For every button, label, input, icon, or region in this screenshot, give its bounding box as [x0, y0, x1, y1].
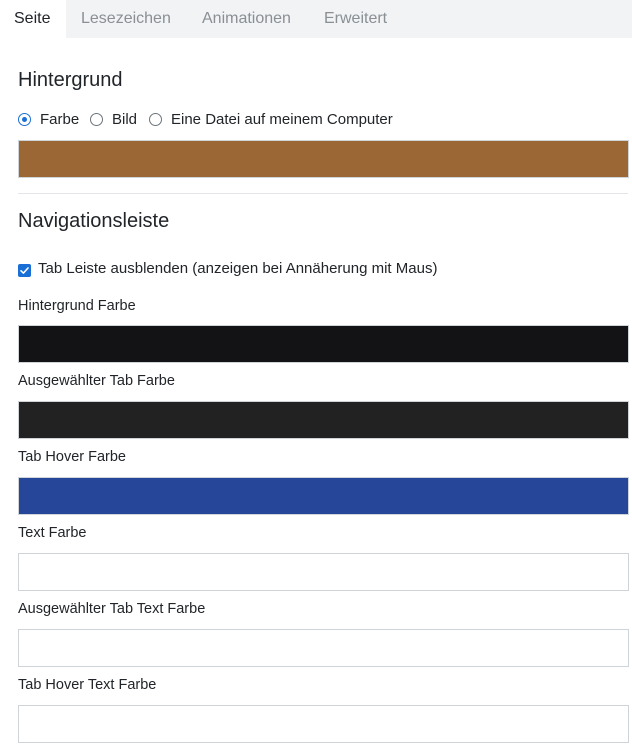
- background-heading: Hintergrund: [18, 69, 123, 91]
- text-color-label: Text Farbe: [18, 525, 87, 541]
- tab-hover-color-label: Tab Hover Farbe: [18, 449, 126, 465]
- selected-tab-text-color-label: Ausgewählter Tab Text Farbe: [18, 601, 206, 617]
- tab-seite[interactable]: Seite: [0, 0, 66, 38]
- navbar-background-color-label: Hintergrund Farbe: [18, 298, 136, 314]
- navbar-background-color-picker[interactable]: [18, 325, 629, 363]
- hide-tabbar-label: Tab Leiste ausblenden (anzeigen bei Annäherung mit Maus): [38, 260, 438, 277]
- tab-hover-text-color-label: Tab Hover Text Farbe: [18, 677, 157, 693]
- radio-color-button[interactable]: [18, 113, 31, 126]
- tab-bar: [0, 0, 632, 38]
- checkmark-icon: [19, 265, 30, 276]
- tab-hover-color-picker[interactable]: [18, 477, 629, 515]
- radio-local-file-button[interactable]: [149, 113, 162, 126]
- hide-tabbar-checkbox[interactable]: [18, 264, 31, 277]
- radio-image-button[interactable]: [90, 113, 103, 126]
- tab-animationen[interactable]: Animationen: [202, 10, 291, 27]
- tab-hover-text-color-picker[interactable]: [18, 705, 629, 743]
- background-color-picker[interactable]: [18, 140, 629, 178]
- selected-tab-color-picker[interactable]: [18, 401, 629, 439]
- navbar-heading: Navigationsleiste: [18, 210, 170, 232]
- radio-color-label: Farbe: [40, 111, 80, 128]
- text-color-picker[interactable]: [18, 553, 629, 591]
- section-divider: [18, 193, 628, 194]
- selected-tab-color-label: Ausgewählter Tab Farbe: [18, 373, 175, 389]
- selected-tab-text-color-picker[interactable]: [18, 629, 629, 667]
- radio-image-label: Bild: [112, 111, 138, 128]
- tab-lesezeichen[interactable]: Lesezeichen: [81, 10, 171, 27]
- radio-local-file-label: Eine Datei auf meinem Computer: [171, 111, 393, 128]
- tab-erweitert[interactable]: Erweitert: [324, 10, 388, 27]
